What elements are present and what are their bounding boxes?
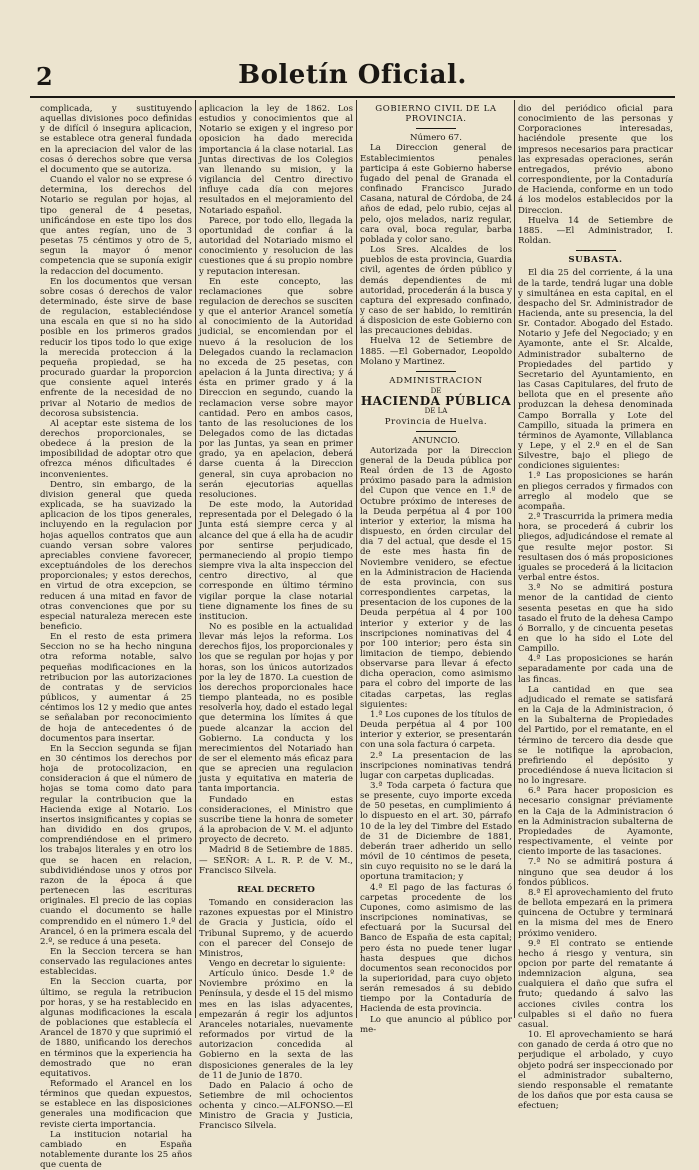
heading-de: DE: [430, 387, 442, 396]
paragraph: Dado en Palacio á ocho de Setiembre de mil ochocientos ochenta y cinco.—ALFONSO.—El Ministro de Gracia y Justicia, Francisco Silvela.: [199, 1080, 353, 1132]
column-2: [199, 104, 353, 1132]
paragraph: Al aceptar este sistema de los derechos proporcionales, se obedece á la presion de la imposibilidad de adoptar otro que ofrezca ménos dificultades é inconvenientes.: [40, 418, 192, 480]
paragraph: Cuando el valor no se exprese ó determina, los derechos del Notario se regulan por hojas, al tipo general de 4 pesetas, unificándose en este tipo los dos que antes regían, uno de 3 pesetas 75 céntimos y otro de 5, segun la mayor ó menor competencia que se suponía exigir la redaccion del documento.: [40, 175, 192, 277]
date-signature: Huelva 12 de Setiembre de 1885. —El Gobernador, Leopoldo Molano y Martinez.: [360, 336, 512, 367]
paragraph: Parece, por todo ello, llegada la oportunidad de confiar á la autoridad del Notariado mismo el conocimiento y resolucion de las cuestiones que á su propio nombre y reputacion interesan.: [199, 215, 353, 277]
paragraph: 8.ª El aprovechamiento del fruto de bellota empezará en la primera quincena de Octubre y terminará en la misma del mes de Enero próximo venidero.: [518, 887, 673, 939]
column-4: [518, 104, 673, 1112]
date-signature: Huelva 14 de Setiembre de 1885. —El Administrador, I. Roldan.: [518, 215, 673, 247]
heading-anuncio: ANUNCIO.: [412, 435, 460, 446]
paragraph: Los Sres. Alcaldes de los pueblos de esta provincia, Guardia civil, agentes de órden público y demás dependientes de mi autoridad, procederán á la busca y captura del expresado confinado, y caso de ser habido, lo remitirán á disposicion de este Gobierno con las precauciones debidas.: [360, 245, 512, 337]
paragraph: De este modo, la Autoridad representada por el Delegado ó la Junta está siempre cerca y al alcance del que á ella ha de acudir por sentirse perjudicado, permaneciendo al propio tiempo siempre viva la alta inspeccion del centro directivo, al que corresponde en último término vigilar porque la clase notarial tiene dignamente los fines de su institucion.: [199, 500, 353, 622]
paragraph: En el resto de esta primera Seccion no se ha hecho ninguna otra reforma notable, salvo pequeñas modificaciones en la retribucion por las autorizaciones de contratas y de servicios públicos, y aumentar á 25 céntimos los 12 y medio que antes se señalaban por reconocimiento de hoja de antecedentes ó de documentos para insertar.: [40, 632, 192, 744]
paragraph: dio del periódico oficial para conocimiento de las personas y Corporaciones interesadas, haciéndole presente que los impresos necesarios para practicar las expresadas operaciones, serán entregados, prévio abono correspondiente, por la Contaduría de Hacienda, conforme en un todo á los modelos establecidos por la Direccion.: [518, 104, 673, 216]
paragraph: Fundado en estas consideraciones, el Ministro que suscribe tiene la honra de someter á la aprobacion de V. M. el adjunto proyecto de decreto.: [199, 794, 353, 846]
page-number: 2: [36, 62, 53, 91]
notice-number: Número 67.: [410, 133, 462, 144]
column-divider: [356, 100, 357, 1018]
paragraph: 7.ª No se admitirá postura á ninguno que sea deudor á los fondos públicos.: [518, 857, 673, 888]
paragraph: 10. El aprovechamiento se hará con ganado de cerda á otro que no perjudique el arbolado, y cuyo objeto podrá ser inspeccionado por el administrador subalterno, siendo responsable el rematante de los daños que por esta causa se efectuen;: [518, 1030, 673, 1112]
separator-rule: [416, 128, 456, 129]
paragraph: 1.ª Los cupones de los títulos de Deuda perpétua al 4 por 100 interior y exterior, se presentarán con una sola factura ó carpeta.: [360, 709, 512, 751]
paragraph: En los documentos que versan sobre cosas ó derechos de valor determinado, éste sirve de base de regulacion, estableciéndose una escala en que si no ha sido posible en los primeros grados reducir los tipos todo lo que exige la merecida proteccion á la pequeña propiedad, se ha procurado guardar la proporcion que consiente aquel interés enfrente de la necesidad de no privar al Notario de medios de decorosa subsistencia.: [40, 276, 192, 419]
header-rule: [30, 96, 675, 98]
paragraph: 2.ª La presentacion de las inscripciones nominativas tendrá lugar con carpetas duplicadas.: [360, 750, 512, 781]
section-heading-administracion: ADMINISTRACION: [389, 375, 483, 386]
separator-rule: [416, 371, 456, 372]
paragraph: En este concepto, las reclamaciones que sobre regulacion de derechos se susciten y que el anterior Arancel sometía al conocimiento de la Autoridad judicial, se encomiendan por el nuevo á la resolucion de los Delegados cuando la reclamacion no exceda de 25 pesetas, con apelacion á la Junta directiva; y á ésta en primer grado y á la Direccion en segundo, cuando la reclamacion verse sobre mayor cantidad. Pero en ambos casos, tanto de las resoluciones de los Delegados como de las dictadas por las Juntas, ya sean en primer grado, ya en apelacion, deberá darse cuenta á la Direccion general, sin cuya aprobacion no serán ejecutorias aquellas resoluciones.: [199, 276, 353, 500]
section-heading-real-decreto: REAL DECRETO: [237, 884, 315, 895]
column-divider: [514, 100, 515, 1018]
paragraph: En la Seccion tercera se han conservado las regulaciones antes establecidas.: [40, 946, 192, 978]
paragraph: La cantidad en que sea adjudicado el remate se satisfará en la Caja de la Administracion, ó en la Subalterna de Propiedades del Partido, por el rematante, en el término de tercero dia desde que se le notifique la aprobacion, prefiriendo el depósito y procediéndose á nueva licitacion si no lo ingresare.: [518, 684, 673, 787]
column-1: [40, 104, 192, 1170]
paragraph: La Direccion general de Establecimientos penales participa á este Gobierno haberse fugado del penal de Granada el confinado Francisco Jurado Casana, natural de Córdoba, de 24 años de edad, pelo rubio, cejas al pelo, ojos melados, nariz regular, cara oval, boca regular, barba poblada y color sano.: [360, 143, 512, 245]
paragraph: 3.ª No se admitirá postura menor de la cantidad de ciento sesenta pesetas en que ha sido tasado el fruto de la dehesa Campo ó Borrallo, y de cincuenta pesetas en que lo ha sido el Lote del Campillo.: [518, 583, 673, 655]
section-heading-subasta: SUBASTA.: [568, 255, 623, 266]
separator-rule: [576, 250, 616, 251]
paragraph: complicada, y sustituyendo aquellas divisiones poco definidas y de difícil ó insegura aplicacion, se establece otra general fundada en la apreciacion del valor de las cosas ó derechos sobre que versa el documento que se autoriza.: [40, 104, 192, 175]
paragraph: 4.ª El pago de las facturas ó carpetas procedente de los Cupones, como asimismo de las inscripciones nominativas, se efectuará por la Sucursal del Banco de España de esta capital; pero ésta no puede tener lugar hasta despues que dichos documentos sean reconocidos por la superioridad, para cuyo objeto serán remesados á su debido tiempo por la Contaduría de Hacienda de esta provincia.: [360, 882, 512, 1015]
paragraph: 4.ª Las proposiciones se harán separadamente por cada una de las fincas.: [518, 654, 673, 685]
section-heading-hacienda-publica: HACIENDA PÚBLICA: [360, 394, 512, 409]
paragraph: 3.ª Toda carpeta ó factura que se presente, cuyo importe exceda de 50 pesetas, en cumplimiento á lo dispuesto en el art. 30, párrafo 10 de la ley del Timbre del Estado de 31 de Diciembre de 1881, deberán traer adherido un sello móvil de 10 céntimos de peseta, sin cuyo requisito no se le dará la oportuna tramitacion; y: [360, 781, 512, 883]
paragraph: 2.ª Trascurrida la primera media hora, se procederá á cubrir los pliegos, adjudicándose el remate al que resulte mejor postor. Si resultasen dos ó más proposiciones iguales se procederá á la licitacion verbal entre éstos.: [518, 512, 673, 584]
column-divider: [195, 100, 196, 1018]
date-signature: Madrid 8 de Setiembre de 1885.— SEÑOR: A L. R. P. de V. M., Francisco Silvela.: [199, 845, 353, 876]
paragraph: Lo que anuncio al público por me-: [360, 1014, 512, 1035]
page-header: [30, 58, 675, 92]
heading-provincia: Provincia de Huelva.: [384, 416, 488, 427]
heading-de-la: DE LA: [424, 407, 448, 416]
paragraph: 6.ª Para hacer proposicion es necesario consignar préviamente en la Caja de la Administracion ó en la Administracion subalterna de Propiedades de Ayamonte, respectivamente, el veinte por ciento importe de las tasaciones.: [518, 786, 673, 858]
paragraph: 9.ª El contrato se entiende hecho á riesgo y ventura, sin opcion por parte del rematante á indemnizacion alguna, sea cualquiera el daño que sufra el fruto; quedando á salvo las acciones civiles contra los culpables si el daño no fuera casual.: [518, 938, 673, 1030]
paragraph: Artículo único. Desde 1.º de Noviembre próximo en la Península, y desde el 15 del mismo mes en las islas adyacentes, empezarán á regir los adjuntos Aranceles notariales, nuevamente reformados por virtud de la autorizacion concedida al Gobierno en la sexta de las disposiciones generales de la ley de 11 de Junio de 1870.: [199, 969, 353, 1081]
paragraph: Autorizada por la Direccion general de la Deuda pública por Real órden de 13 de Agosto próximo pasado para la admision del Cupon que vence en 1.º de Octubre próximo de intereses de la Deuda perpétua al 4 por 100 interior y exterior, la misma ha dispuesto, en órden circular del dia 7 del actual, que desde el 15 de este mes hasta fin de Noviembre venidero, se efectue en la Administracion de Hacienda de esta provincia, con sus correspondientes carpetas, la presentacion de los cupones de la Deuda perpétua al 4 por 100 interior y exterior y de las inscripciones nominativas del 4 por 100 interior; pero ésta sin limitacion de tiempo, debiendo observarse para llevar á efecto dicha operacion, como asimismo para el cobro del importe de las citadas carpetas, las reglas siguientes:: [360, 445, 512, 710]
paragraph: Dentro, sin embargo, de la division general que queda explicada, se ha suavizado la aplicacion de los tipos generales, incluyendo en la regulacion por hojas aquellos contratos que aun cuando versan sobre valores apreciables conviene favorecer, exceptuándoles de los derechos proporcionales; y estos derechos, en virtud de otra excepcion, se reducen á una mitad en favor de otras convenciones que por su especial naturaleza merecen este beneficio.: [40, 479, 192, 632]
paragraph: En la Seccion cuarta, por último, se regula la retribucion por horas, y se ha restablecido en algunas modificaciones la escala de poblaciones que establecía el Arancel de 1870 y que suprimió el de 1880, unificando los derechos en términos que la experiencia ha demostrado que no eran equitativos.: [40, 977, 192, 1079]
newspaper-title: Boletín Oficial.: [238, 60, 467, 90]
paragraph: Vengo en decretar lo siguiente:: [209, 958, 346, 969]
section-heading-gobierno-civil: GOBIERNO CIVIL DE LA PROVINCIA.: [375, 104, 497, 125]
paragraph: La institucion notarial ha cambiado en España notablemente durante los 25 años que cuenta de: [40, 1129, 192, 1170]
paragraph: En la Seccion segunda se fijan en 30 céntimos los derechos por hoja de protocolizacion, en consideracion á que el número de hojas se toma como dato para regular la contribucion que la Hacienda exige al Notario. Los insertos insignificantes y copias se han dividido en dos grupos, comprendiéndose en el primero los trabajos literales y en otro los que se hacen en relacion, subdividiéndose unos y otros por razon de la época á que pertenecen las escrituras originales. El precio de las copias cuando el documento se halle comprendido en el número 1.º del Arancel, ó en la primera escala del 2.º, se reduce á una peseta.: [40, 743, 192, 947]
separator-rule: [416, 431, 456, 432]
paragraph: aplicacion la ley de 1862. Los estudios y conocimientos que al Notario se exigen y el ingreso por oposicion ha dado merecida importancia á la clase notarial. Las Juntas directivas de los Colegios van llenando su mision, y la vigilancia del Centro directivo influye cada día con mejores resultados en el mejoramiento del Notariado español.: [199, 104, 353, 216]
paragraph: El dia 25 del corriente, á la una de la tarde, tendrá lugar una doble y simultánea en esta capital, en el despacho del Sr. Administrador de Hacienda, ante su presencia, la del Sr. Contador. Abogado del Estado. Notario y Jefe del Negociado; y en Ayamonte, ante el Sr. Alcalde, Administrador subalterno de Propiedades del partido y Secretario del Ayuntamiento, en las Casas Capitulares, del fruto de bellota que en el presente año produzcan la dehesa denominada Campo Borralla y Lote del Campillo, situada la primera en términos de Ayamonte, Villablanca y Lepe, y el 2.º en el de San Silvestre, bajo el pliego de condiciones siguientes:: [518, 268, 673, 472]
column-3: [360, 104, 512, 1035]
paragraph: Reformado el Arancel en los términos que quedan expuestos, se establece en las disposiciones generales una modificacion que reviste cierta importancia.: [40, 1079, 192, 1130]
paragraph: No es posible en la actualidad llevar más lejos la reforma. Los derechos fijos, los proporcionales y los que se regulan por hojas y por horas, son los únicos autorizados por la ley de 1870. La cuestion de los derechos proporcionales hace tiempo planteada, no es posible resolverla hoy, dado el estado legal que determina los límites á que puede alcanzar la accion del Gobierno. La conducta y los merecimientos del Notariado han de ser el elemento más eficaz para que se aprecien una regulacion justa y equitativa en materia de tanta importancia.: [199, 621, 353, 795]
paragraph: 1.ª Las proposiciones se harán en pliegos cerrados y firmados con arreglo al modelo que se acompaña.: [518, 471, 673, 512]
paragraph: Tomando en consideracion las razones expuestas por el Ministro de Gracia y Justicia, oído el Tribunal Supremo, y de acuerdo con el parecer del Consejo de Ministros,: [199, 898, 353, 959]
